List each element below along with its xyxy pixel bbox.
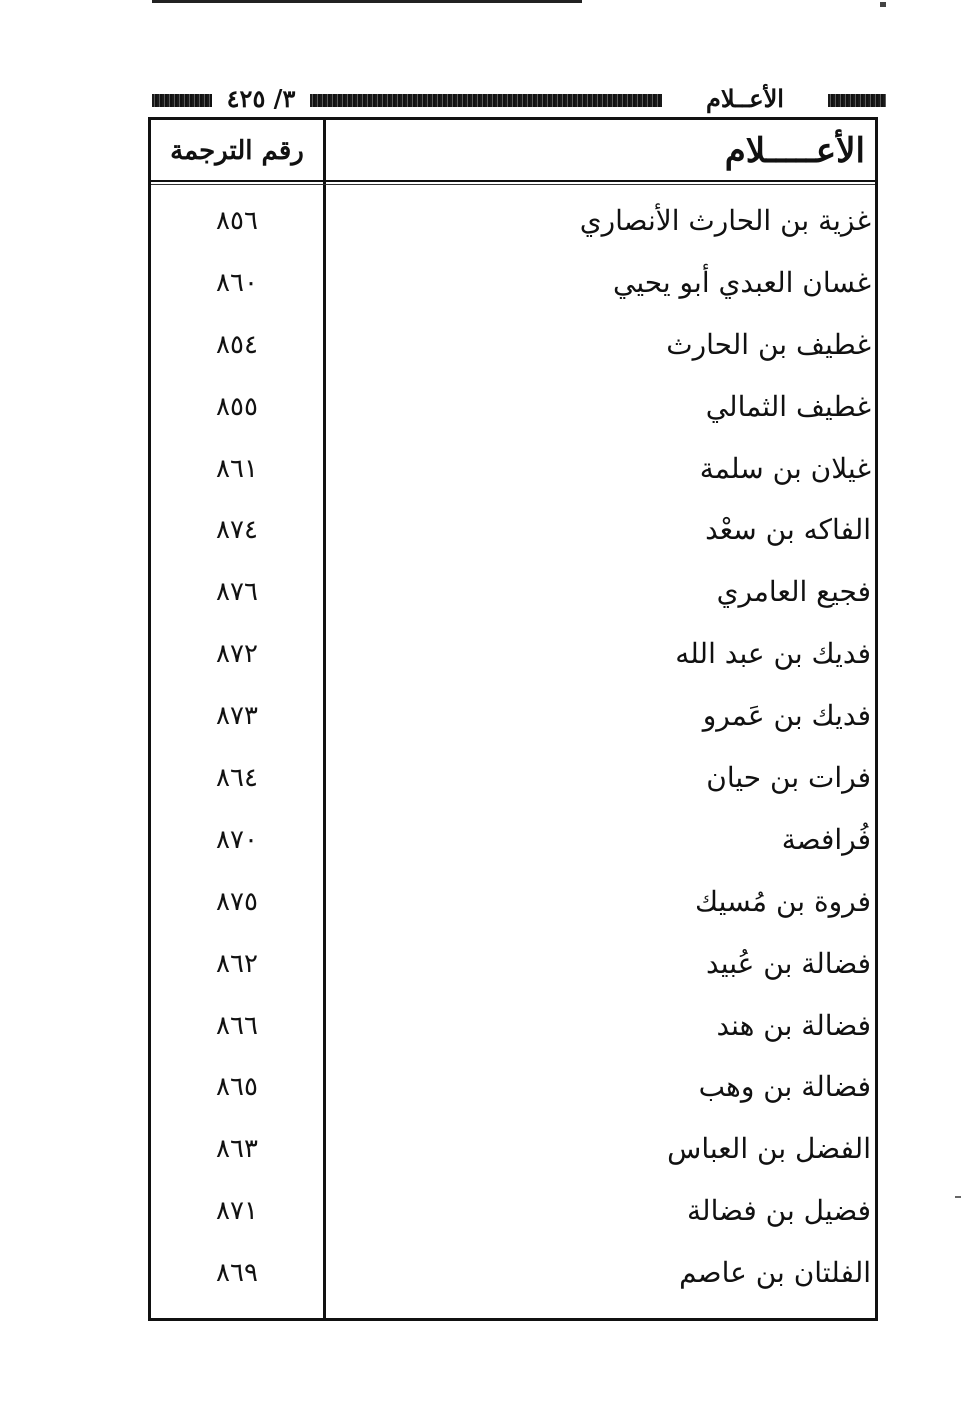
scan-corner-mark (880, 2, 886, 7)
entry-name: فضيل بن فضالة (687, 1194, 871, 1228)
entry-name: غيلان بن سلمة (699, 451, 871, 485)
header-ornament-bar-left (152, 94, 212, 107)
entry-number: ٨٧٥ (216, 886, 258, 917)
entry-name: غزية بن الحارث الأنصاري (579, 204, 871, 237)
table-row (151, 1180, 875, 1242)
entry-name: فُرافصة (781, 822, 871, 856)
entry-number: ٨٦٠ (216, 267, 258, 298)
header-ornament-bar-right (828, 94, 886, 107)
entry-number: ٨٧١ (216, 1196, 258, 1227)
names-index-table (148, 117, 878, 1321)
page-number: ٣/ ٤٢٥ (226, 84, 296, 113)
entry-number: ٨٧٦ (216, 577, 258, 608)
entry-number: ٨٧٤ (216, 515, 258, 546)
table-row (151, 685, 875, 747)
table-row (151, 809, 875, 871)
table-row (151, 252, 875, 314)
column-header-name: الأعـــــلام (724, 131, 865, 171)
scan-top-rule (152, 0, 582, 3)
entry-number: ٨٦٣ (216, 1134, 258, 1165)
entry-name: غسان العبدي أبو يحيي (613, 265, 871, 299)
entry-number: ٨٧٣ (216, 701, 258, 732)
entry-name: فضالة بن هند (716, 1008, 871, 1042)
entry-name: الفلتان بن عاصم (679, 1256, 871, 1290)
entry-number: ٨٥٦ (216, 206, 258, 236)
table-row (151, 314, 875, 376)
header-rule-thin (151, 184, 875, 185)
table-row (151, 1242, 875, 1304)
table-row (151, 623, 875, 685)
entry-name: فضالة بن وهب (698, 1070, 871, 1104)
entry-name: غطيف بن الحارث (666, 327, 871, 361)
running-header (150, 82, 890, 116)
entry-number: ٨٦٢ (216, 948, 258, 979)
running-header-title: الأعــلام (706, 84, 784, 113)
table-row (151, 190, 875, 252)
table-rows (151, 190, 875, 1304)
table-row (151, 561, 875, 623)
entry-number: ٨٦٥ (216, 1072, 258, 1103)
entry-name: فروة بن مُسيك (695, 884, 871, 918)
table-row (151, 1056, 875, 1118)
entry-name: الفضل بن العباس (667, 1132, 871, 1166)
entry-number: ٨٥٥ (216, 391, 258, 422)
header-rule (151, 180, 875, 182)
entry-number: ٨٦٦ (216, 1010, 258, 1041)
header-ornament-bar-middle (310, 94, 662, 107)
table-row (151, 747, 875, 809)
table-row (151, 933, 875, 995)
scan-side-mark (955, 1196, 961, 1198)
entry-name: الفاكه بن سعْد (705, 513, 871, 547)
entry-name: غطيف الثمالي (705, 389, 871, 423)
entry-number: ٨٦١ (216, 453, 258, 484)
entry-number: ٨٦٤ (216, 763, 258, 794)
table-row (151, 438, 875, 500)
entry-name: فديك بن عبد الله (675, 637, 871, 671)
table-row (151, 376, 875, 438)
entry-number: ٨٧٠ (216, 824, 258, 855)
column-header-number: رقم الترجمة (170, 136, 304, 166)
entry-number: ٨٥٤ (216, 329, 258, 360)
table-row (151, 995, 875, 1057)
table-row (151, 871, 875, 933)
entry-number: ٨٧٢ (216, 639, 258, 670)
table-row (151, 1118, 875, 1180)
entry-name: فضالة بن عُبيد (706, 946, 871, 980)
entry-number: ٨٦٩ (216, 1258, 258, 1289)
entry-name: فديك بن عَمرو (702, 699, 871, 733)
entry-name: فجيع العامري (716, 575, 871, 609)
table-row (151, 499, 875, 561)
entry-name: فرات بن حيان (706, 761, 871, 795)
